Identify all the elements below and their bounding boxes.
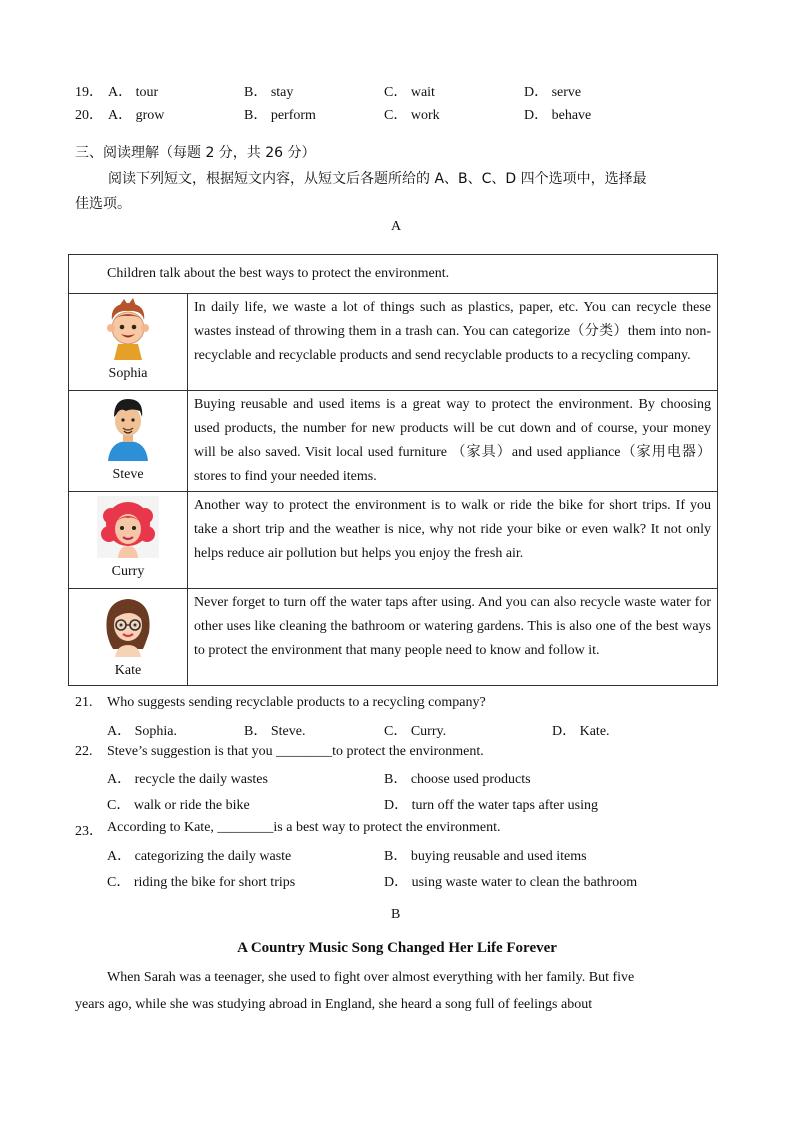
table-row [69,294,718,391]
sophia-text: In daily life, we waste a lot of things such as plastics, paper, etc. You can recycle these wastes instead of throwing them in a trash can. You can categorize（分类）them into non-recyclable and recyclable products and send recyclable products to a recycling company. [188,294,718,391]
question-number: 22. [75,744,93,759]
instruction-line-1: 阅读下列短文，根据短文内容，从短文后各题所给的 A、B、C、D 四个选项中，选择最 [108,171,647,187]
person-name: Curry [111,564,145,579]
option-a: A． recycle the daily wastes [107,772,268,787]
reading-table [68,254,718,686]
table-intro-row [69,255,718,294]
option-c: C． Curry. [384,724,447,739]
passage-b-title: A Country Music Song Changed Her Life Forever [237,940,557,956]
table-row [69,391,718,492]
question-number: 19． [75,85,103,100]
section-title: 三、阅读理解（每题 2 分，共 26 分） [75,145,316,161]
option-a: A． tour [108,85,159,100]
passage-a-label: A [391,219,402,234]
kate-text: Never forget to turn off the water taps after using. And you can also recycle waste water for other uses like cleaning the bathroom or watering gardens. This is also one of the best ways to protect the environment that many people need to know and follow it. [188,589,718,686]
avatar-cell [69,492,188,589]
passage-b-line-1: When Sarah was a teenager, she used to fight over almost everything with her family. But five [107,970,635,985]
option-d: D． serve [524,85,582,100]
table-intro: Children talk about the best ways to protect the environment. [69,255,718,294]
table-row [69,492,718,589]
avatar-cell [69,294,188,391]
question-stem: Who suggests sending recyclable products to a recycling company? [107,695,486,710]
person-name: Kate [114,663,142,678]
option-d: D． turn off the water taps after using [384,798,598,813]
option-b: B． choose used products [384,772,531,787]
option-d: D． using waste water to clean the bathroom [384,875,638,890]
person-name: Steve [112,467,144,482]
option-d: D． Kate. [552,724,610,739]
question-stem: According to Kate, ________is a best way to protect the environment. [107,820,501,835]
curry-text: Another way to protect the environment is to walk or ride the bike for short trips. If you take a short trip and the weather is nice, why not ride your bike or even walk? It not only helps reduce air pollution but helps you enjoy the fresh air. [188,492,718,589]
option-a: A． Sophia. [107,724,177,739]
steve-avatar-icon [102,395,154,461]
kate-avatar-icon [99,593,157,657]
question-number: 23． [75,824,103,839]
option-c: C． riding the bike for short trips [107,875,296,890]
question-number: 20． [75,108,103,123]
option-c: C． wait [384,85,435,100]
option-b: B． buying reusable and used items [384,849,587,864]
avatar-cell [69,391,188,492]
question-number: 21. [75,695,93,710]
sophia-avatar-icon [102,298,154,360]
person-name: Sophia [108,366,148,381]
instruction-line-2: 佳选项。 [75,196,131,212]
option-c: C． walk or ride the bike [107,798,250,813]
question-stem: Steve’s suggestion is that you ________to protect the environment. [107,744,484,759]
option-c: C． work [384,108,440,123]
option-b: B． stay [244,85,294,100]
option-b: B． perform [244,108,316,123]
passage-b-line-2: years ago, while she was studying abroad in England, she heard a song full of feelings about [75,997,593,1012]
passage-b-label: B [391,907,401,922]
option-d: D． behave [524,108,592,123]
option-a: A． grow [108,108,165,123]
steve-text: Buying reusable and used items is a great way to protect the environment. By choosing used products, the number for new products will be cut down and of course, your money will be also saved. Visit local used furniture （家具）and used appliance（家用电器）stores to find your needed items. [188,391,718,492]
curry-avatar-icon [97,496,159,558]
avatar-cell [69,589,188,686]
option-b: B． Steve. [244,724,306,739]
table-row [69,589,718,686]
option-a: A． categorizing the daily waste [107,849,292,864]
